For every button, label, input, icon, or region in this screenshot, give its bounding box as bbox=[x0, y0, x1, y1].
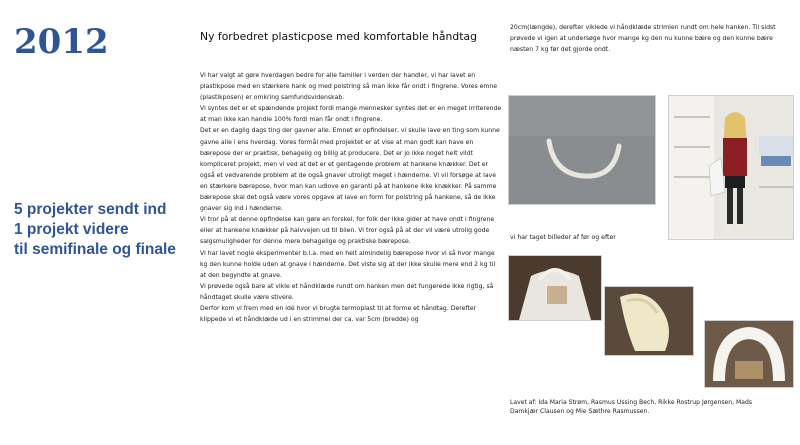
article-continuation: 20cm(længde), derefter viklede vi håndklæde strimlen rundt om hele hanken. Til sidst prøvede vi igen at undersøge hvor mange kg den nu kunne bære og den kunne bære næsten 7 kg før det gjorde ondt. bbox=[510, 24, 776, 53]
paragraph: Vi har valgt at gøre hverdagen bedre for alle familier i verden der handler, vi har lavet en plastikpose med en stærkere hank og med polstring så man ikke får ondt i fingrene. Vores emne (plastikposen) er omkring samfundsvidenskab. bbox=[200, 72, 498, 102]
year-heading: 2012 bbox=[14, 22, 109, 62]
paragraph: Derfor kom vi frem med en idé hvor vi brugte termoplast til at forme et håndtag. Derefter klippede vi et håndklæde ud i en strimmel der ca. var 5cm (bredde) og bbox=[200, 304, 477, 324]
paragraph: Vi har lavet nogle eksperimenter b.l.a. med en helt almindelig bærepose hvor vi så hvor mange kg den kunne holde uden at gnave i hænderne. Det viste sig at der ikke skulle mere end 2 kg til at den begyndte at gnave. bbox=[200, 249, 496, 279]
article-title: Ny forbedret plasticpose med komfortable håndtag bbox=[200, 30, 477, 43]
authors-credit: Lavet af: Ida Maria Strøm, Rasmus Ussing Bech, Rikke Rostrup Jørgensen, Mads Damkjær Clausen og Mie Sæthre Rasmussen. bbox=[510, 399, 753, 415]
summary-line-finals: til semifinale og finale bbox=[14, 241, 176, 258]
handle-photo bbox=[508, 95, 656, 205]
paragraph: Vi prøvede også bare at vikle et håndklæde rundt om hanken men det fungerede ikke rigtig, så håndtaget skulle være stivere. bbox=[200, 282, 494, 301]
bag-photo bbox=[508, 255, 602, 321]
paragraph: Vi tror på at denne opfindelse kan gøre en forskel, for folk der ikke gider at have ondt i fingrene eller at hankene knækker på halvvejen ud til bilen. Vi tror også på at der vil være utrolig gode salgsmuligheder for denne mere behagelige og praktiske bærepose. bbox=[200, 216, 495, 246]
paragraph: Vi syntes det er et spændende projekt fordi mange mennesker syntes det er en meget irriterende at man ikke kan handle 100% fordi man får ondt i fingrene. bbox=[200, 105, 502, 124]
paragraph: Det er en daglig dags ting der gavner alle. Emnet er opfindelser, vi skulle lave en ting som kunne gavne alle i ens hverdag. Vores formål med projektet er at vise at man godt kan have en bærepose der er praktisk, behagelig og billig at producere. Det er jo ikke noget helt vildt kompliceret projekt, men vi ved at det er et gentagende problem at hankene knækker. Det er også et vedvarende problem at de også gnaver utroligt meget i hænderne. Vi vil forsøge at lave en stærkere bærepose, hvor man kan udlove en garanti på at hankene ikke knækker. På samme bærepose skal det også være vores opgave at lave en form for polstring på hankene, så de ikke gnaver sig ind i hænderne. bbox=[200, 127, 500, 213]
summary-line-projects-advanced: 1 projekt videre bbox=[14, 221, 129, 238]
student-photo bbox=[668, 95, 794, 240]
wrapped-handle-photo bbox=[704, 320, 794, 388]
article-body bbox=[200, 70, 502, 445]
project-summary bbox=[14, 200, 189, 260]
summary-line-projects-sent: 5 projekter sendt ind bbox=[14, 201, 167, 218]
photo-caption: vi har taget billeder af før og efter bbox=[510, 234, 616, 241]
towel-handle-photo bbox=[604, 286, 694, 356]
